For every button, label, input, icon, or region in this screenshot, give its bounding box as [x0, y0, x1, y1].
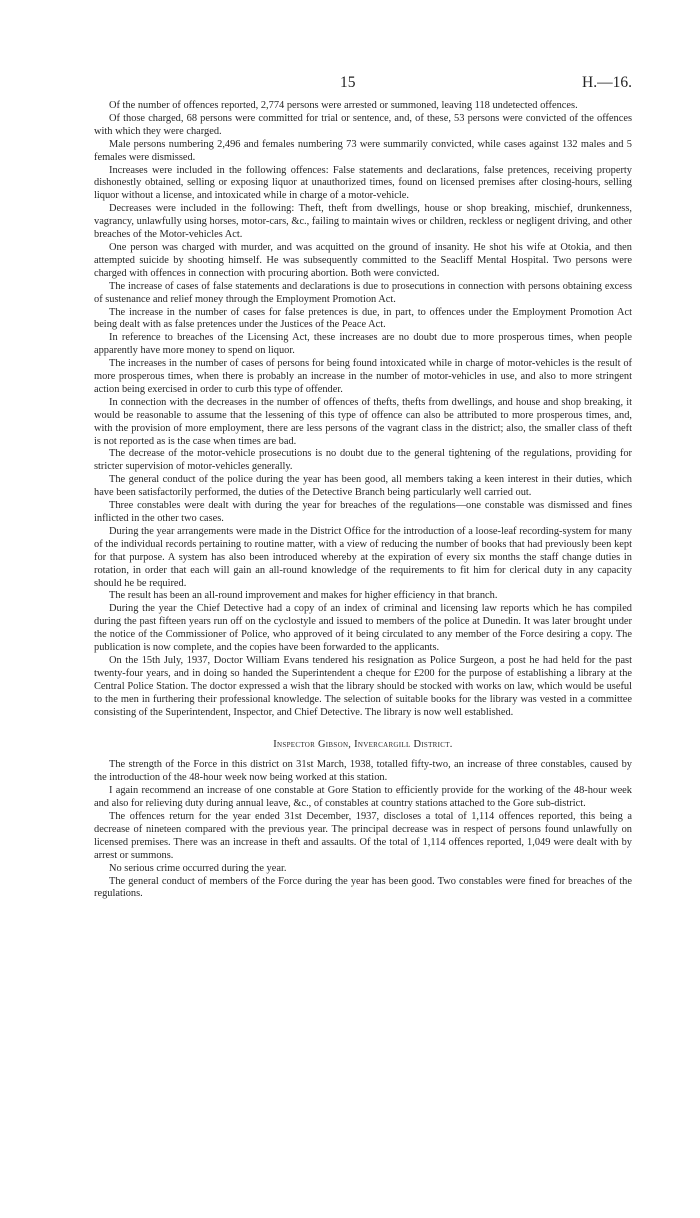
- paragraph: The general conduct of the police during the year has been good, all members taking a keen interest in their duties, which have been satisfactorily performed, the duties of the Detective Branch being particularly well carried out.: [94, 474, 632, 499]
- paragraph: The strength of the Force in this district on 31st March, 1938, totalled fifty-two, an increase of three constables, caused by the introduction of the 48-hour week now being worked at this station.: [94, 759, 632, 784]
- paragraph: The result has been an all-round improvement and makes for higher efficiency in that branch.: [109, 590, 498, 602]
- paragraph: Of the number of offences reported, 2,774 persons were arrested or summoned, leaving 118 undetected offences.: [109, 100, 578, 111]
- paragraph: Increases were included in the following offences: False statements and declarations, false pretences, receiving property dishonestly obtained, selling or exposing liquor at unauthorized times, found on licensed premises after closing-hours, selling liquor without a license, and intoxicated while in charge of a motor-vehicle.: [94, 164, 632, 202]
- paragraph: The increase of cases of false statements and declarations is due to prosecutions in connection with persons obtaining excess of sustenance and relief money through the Employment Promotion Act.: [94, 280, 632, 305]
- paragraph: Male persons numbering 2,496 and females numbering 73 were summarily convicted, while cases against 132 males and 5 females were dismissed.: [94, 138, 632, 163]
- body-text-section-b: [94, 759, 632, 901]
- paragraph: I again recommend an increase of one constable at Gore Station to efficiently provide for the working of the 48-hour week and also for relieving duty during annual leave, &c., of constables at country stations attached to the Gore sub-district.: [94, 785, 632, 810]
- paragraph: In connection with the decreases in the number of offences of thefts, thefts from dwellings, and house and shop breaking, it would be reasonable to assume that the lessening of this type of offence can also be attributed to more prosperous times, and, with the provision of more employment, there are less persons of the vagrant class in the district; also, the smaller class of theft is not reported as is the case when times are bad.: [94, 396, 632, 447]
- body-text-section-a: [94, 100, 632, 720]
- paragraph: Decreases were included in the following: Theft, theft from dwellings, house or shop breaking, mischief, drunkenness, vagrancy, unlawfully using horses, motor-cars, &c., failing to maintain wives or children, reckless or negligent driving, and other breaches of the Motor-vehicles Act.: [94, 203, 632, 241]
- page-number: 15: [340, 74, 356, 91]
- paragraph: The offences return for the year ended 31st December, 1937, discloses a total of 1,114 offences reported, this being a decrease of nineteen compared with the previous year. The principal decrease was in respect of persons found unlawfully on licensed premises. There was an increase in theft and assaults. Of the total of 1,114 offences reported, 1,049 were dealt with by arrest or summons.: [94, 811, 632, 861]
- document-reference: H.—16.: [582, 74, 632, 91]
- paragraph: The increases in the number of cases of persons for being found intoxicated while in charge of motor-vehicles is the result of more prosperous times, when there is probably an increase in the number of motor-vehicles in use, and also to more stringent action being exercised in order to curb this type of offender.: [94, 358, 632, 395]
- paragraph: During the year the Chief Detective had a copy of an index of criminal and licensing law reports which he has compiled during the past fifteen years run off on the cyclostyle and issued to members of the police at Dunedin. It was later brought under the notice of the Commissioner of Police, who approved of it being circulated to any member of the Force desiring a copy. The publication is now complete, and the copies have been forwarded to the applicants.: [94, 603, 632, 654]
- paragraph: In reference to breaches of the Licensing Act, these increases are no doubt due to more prosperous times, when people apparently have more money to spend on liquor.: [94, 332, 632, 357]
- section-heading: Inspector Gibson, Invercargill District.: [273, 738, 453, 750]
- paragraph: No serious crime occurred during the year.: [109, 862, 287, 874]
- paragraph: The increase in the number of cases for false pretences is due, in part, to offences under the Employment Promotion Act being dealt with as false pretences under the Justices of the Peace Act.: [94, 306, 632, 331]
- paragraph: The decrease of the motor-vehicle prosecutions is no doubt due to the general tightening of the regulations, providing for stricter supervision of motor-vehicles generally.: [94, 448, 632, 473]
- document-page: [94, 74, 632, 901]
- page-header: [94, 74, 632, 100]
- paragraph: The general conduct of members of the Force during the year has been good. Two constables were fined for breaches of the regulations.: [94, 875, 632, 900]
- paragraph: One person was charged with murder, and was acquitted on the ground of insanity. He shot his wife at Otokia, and then attempted suicide by shooting himself. He was subsequently committed to the Seacliff Mental Hospital. Two persons were charged with offences in connection with procuring abortion. Both were convicted.: [94, 241, 632, 279]
- paragraph: During the year arrangements were made in the District Office for the introduction of a loose-leaf recording-system for many of the individual records pertaining to routine matter, with a view of reducing the number of books that had previously been kept for that purpose. A system has also been introduced whereby at the expiration of every six months the staff change duties in rotation, in order that each will gain an all-round knowledge of the requirements to fit him for clerical duty in any capacity should he be required.: [94, 525, 632, 589]
- paragraph: Three constables were dealt with during the year for breaches of the regulations—one constable was dismissed and fines inflicted in the other two cases.: [94, 500, 632, 524]
- paragraph: Of those charged, 68 persons were committed for trial or sentence, and, of these, 53 persons were convicted of the offences with which they were charged.: [94, 112, 632, 137]
- paragraph: On the 15th July, 1937, Doctor William Evans tendered his resignation as Police Surgeon, a post he had held for the past twenty-four years, and in doing so handed the Superintendent a cheque for £200 for the purpose of establishing a library at the Central Police Station. The doctor expressed a wish that the library should be stocked with works on law, which would be useful to the men in furthering their professional knowledge. The selection of suitable books for the library was vested in a committee consisting of the Superintendent, Inspector, and Chief Detective. The library is now well established.: [94, 654, 632, 718]
